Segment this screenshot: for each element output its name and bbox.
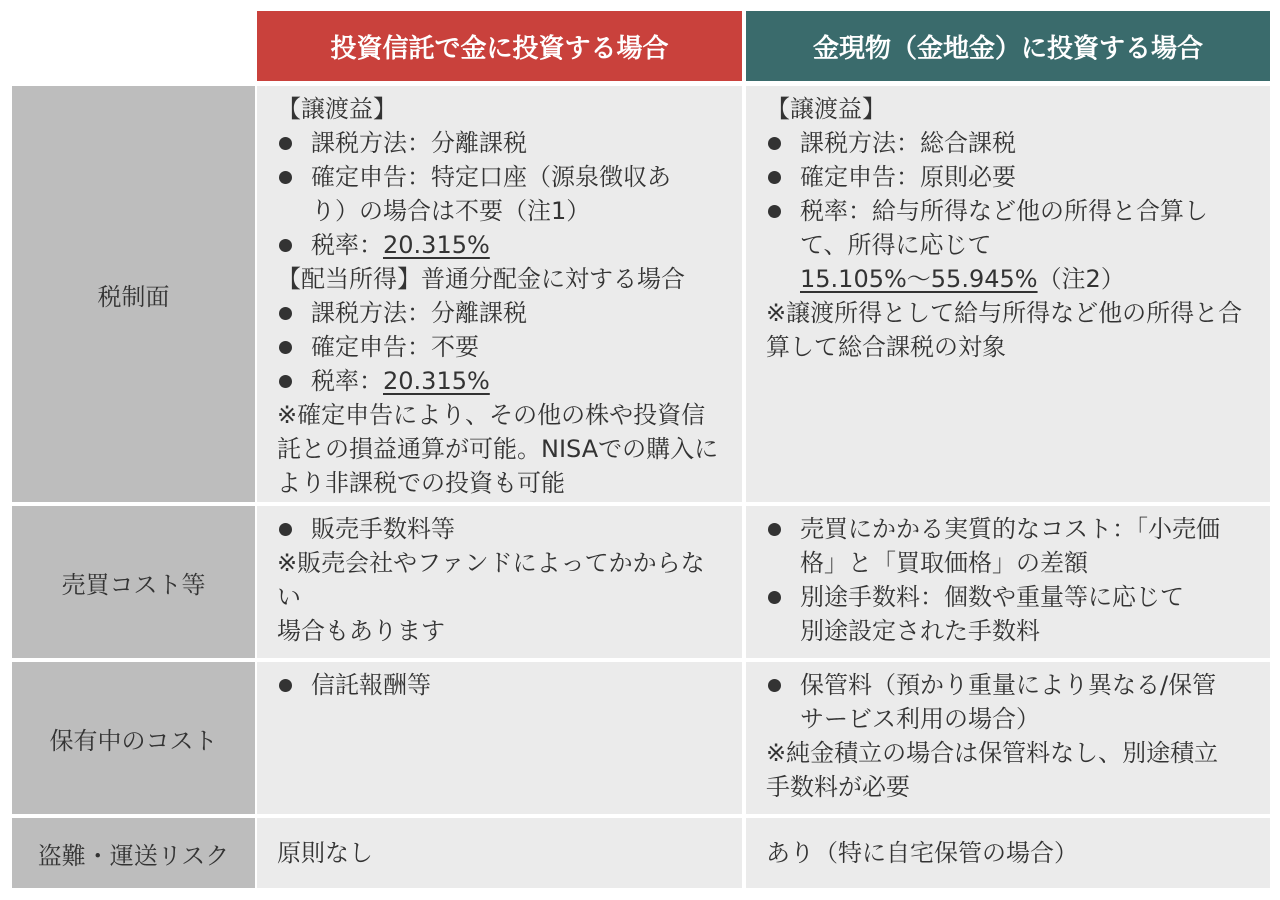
bullet-icon	[766, 512, 800, 546]
cell-trading-cost-physical	[746, 506, 1270, 658]
cell-trading-cost-trust	[257, 506, 742, 658]
cell-theft-risk-trust	[257, 818, 742, 888]
cell-text: あり（特に自宅保管の場合）	[766, 839, 1078, 867]
bullet-icon	[766, 668, 800, 702]
cell-text: 原則なし	[277, 839, 373, 867]
bullet-icon	[766, 580, 800, 614]
list-item: 税率：20.315%	[277, 228, 728, 262]
section-heading-dividend: 【配当所得】普通分配金に対する場合	[277, 265, 685, 293]
note-text: ※譲渡所得として給与所得など他の所得と合 算して総合課税の対象	[766, 299, 1243, 361]
bullet-icon	[766, 126, 800, 160]
bullet-icon	[277, 228, 311, 262]
list-item: 税率：給与所得など他の所得と合算し て、所得に応じて 15.105%～55.945%（注2）	[766, 194, 1256, 296]
row-label-theft-risk: 盗難・運送リスク	[12, 818, 255, 888]
list-item: 確定申告：特定口座（源泉徴収あ り）の場合は不要（注1）	[277, 160, 728, 228]
list-item: 課税方法：分離課税	[277, 296, 728, 330]
note-text: ※確定申告により、その他の株や投資信 託との損益通算が可能。NISAでの購入に より非課税での投資も可能	[277, 401, 719, 497]
cell-tax-physical	[746, 86, 1270, 502]
bullet-icon	[277, 364, 311, 398]
list-item: 確定申告：原則必要	[766, 160, 1256, 194]
bullet-icon	[277, 160, 311, 194]
row-label-holding-cost: 保有中のコスト	[12, 662, 255, 814]
cell-holding-cost-physical	[746, 662, 1270, 814]
bullet-icon	[277, 512, 311, 546]
list-item: 確定申告：不要	[277, 330, 728, 364]
row-label-trading-cost: 売買コスト等	[12, 506, 255, 658]
note-text: ※純金積立の場合は保管料なし、別途積立 手数料が必要	[766, 739, 1219, 801]
cell-tax-trust	[257, 86, 742, 502]
note-text: ※販売会社やファンドによってかからない 場合もあります	[277, 549, 705, 645]
header-investment-trust: 投資信託で金に投資する場合	[257, 11, 742, 81]
list-item: 別途手数料：個数や重量等に応じて 別途設定された手数料	[766, 580, 1256, 648]
list-item: 課税方法：分離課税	[277, 126, 728, 160]
section-heading-capital-gain: 【譲渡益】	[766, 95, 886, 123]
list-item: 税率：20.315%	[277, 364, 728, 398]
bullet-icon	[277, 126, 311, 160]
list-item: 信託報酬等	[277, 668, 728, 702]
list-item: 保管料（預かり重量により異なる/保管 サービス利用の場合）	[766, 668, 1256, 736]
row-label-tax: 税制面	[12, 86, 255, 502]
list-item: 課税方法：総合課税	[766, 126, 1256, 160]
bullet-icon	[766, 160, 800, 194]
cell-holding-cost-trust	[257, 662, 742, 814]
bullet-icon	[277, 296, 311, 330]
bullet-icon	[766, 194, 800, 228]
tax-rate-range: 15.105%～55.945%	[800, 265, 1038, 293]
bullet-icon	[277, 668, 311, 702]
tax-rate-value: 20.315%	[383, 367, 490, 395]
section-heading-capital-gain: 【譲渡益】	[277, 95, 397, 123]
list-item: 売買にかかる実質的なコスト：「小売価 格」と「買取価格」の差額	[766, 512, 1256, 580]
bullet-icon	[277, 330, 311, 364]
list-item: 販売手数料等	[277, 512, 728, 546]
cell-theft-risk-physical	[746, 818, 1270, 888]
header-physical-gold: 金現物（金地金）に投資する場合	[746, 11, 1270, 81]
tax-rate-value: 20.315%	[383, 231, 490, 259]
